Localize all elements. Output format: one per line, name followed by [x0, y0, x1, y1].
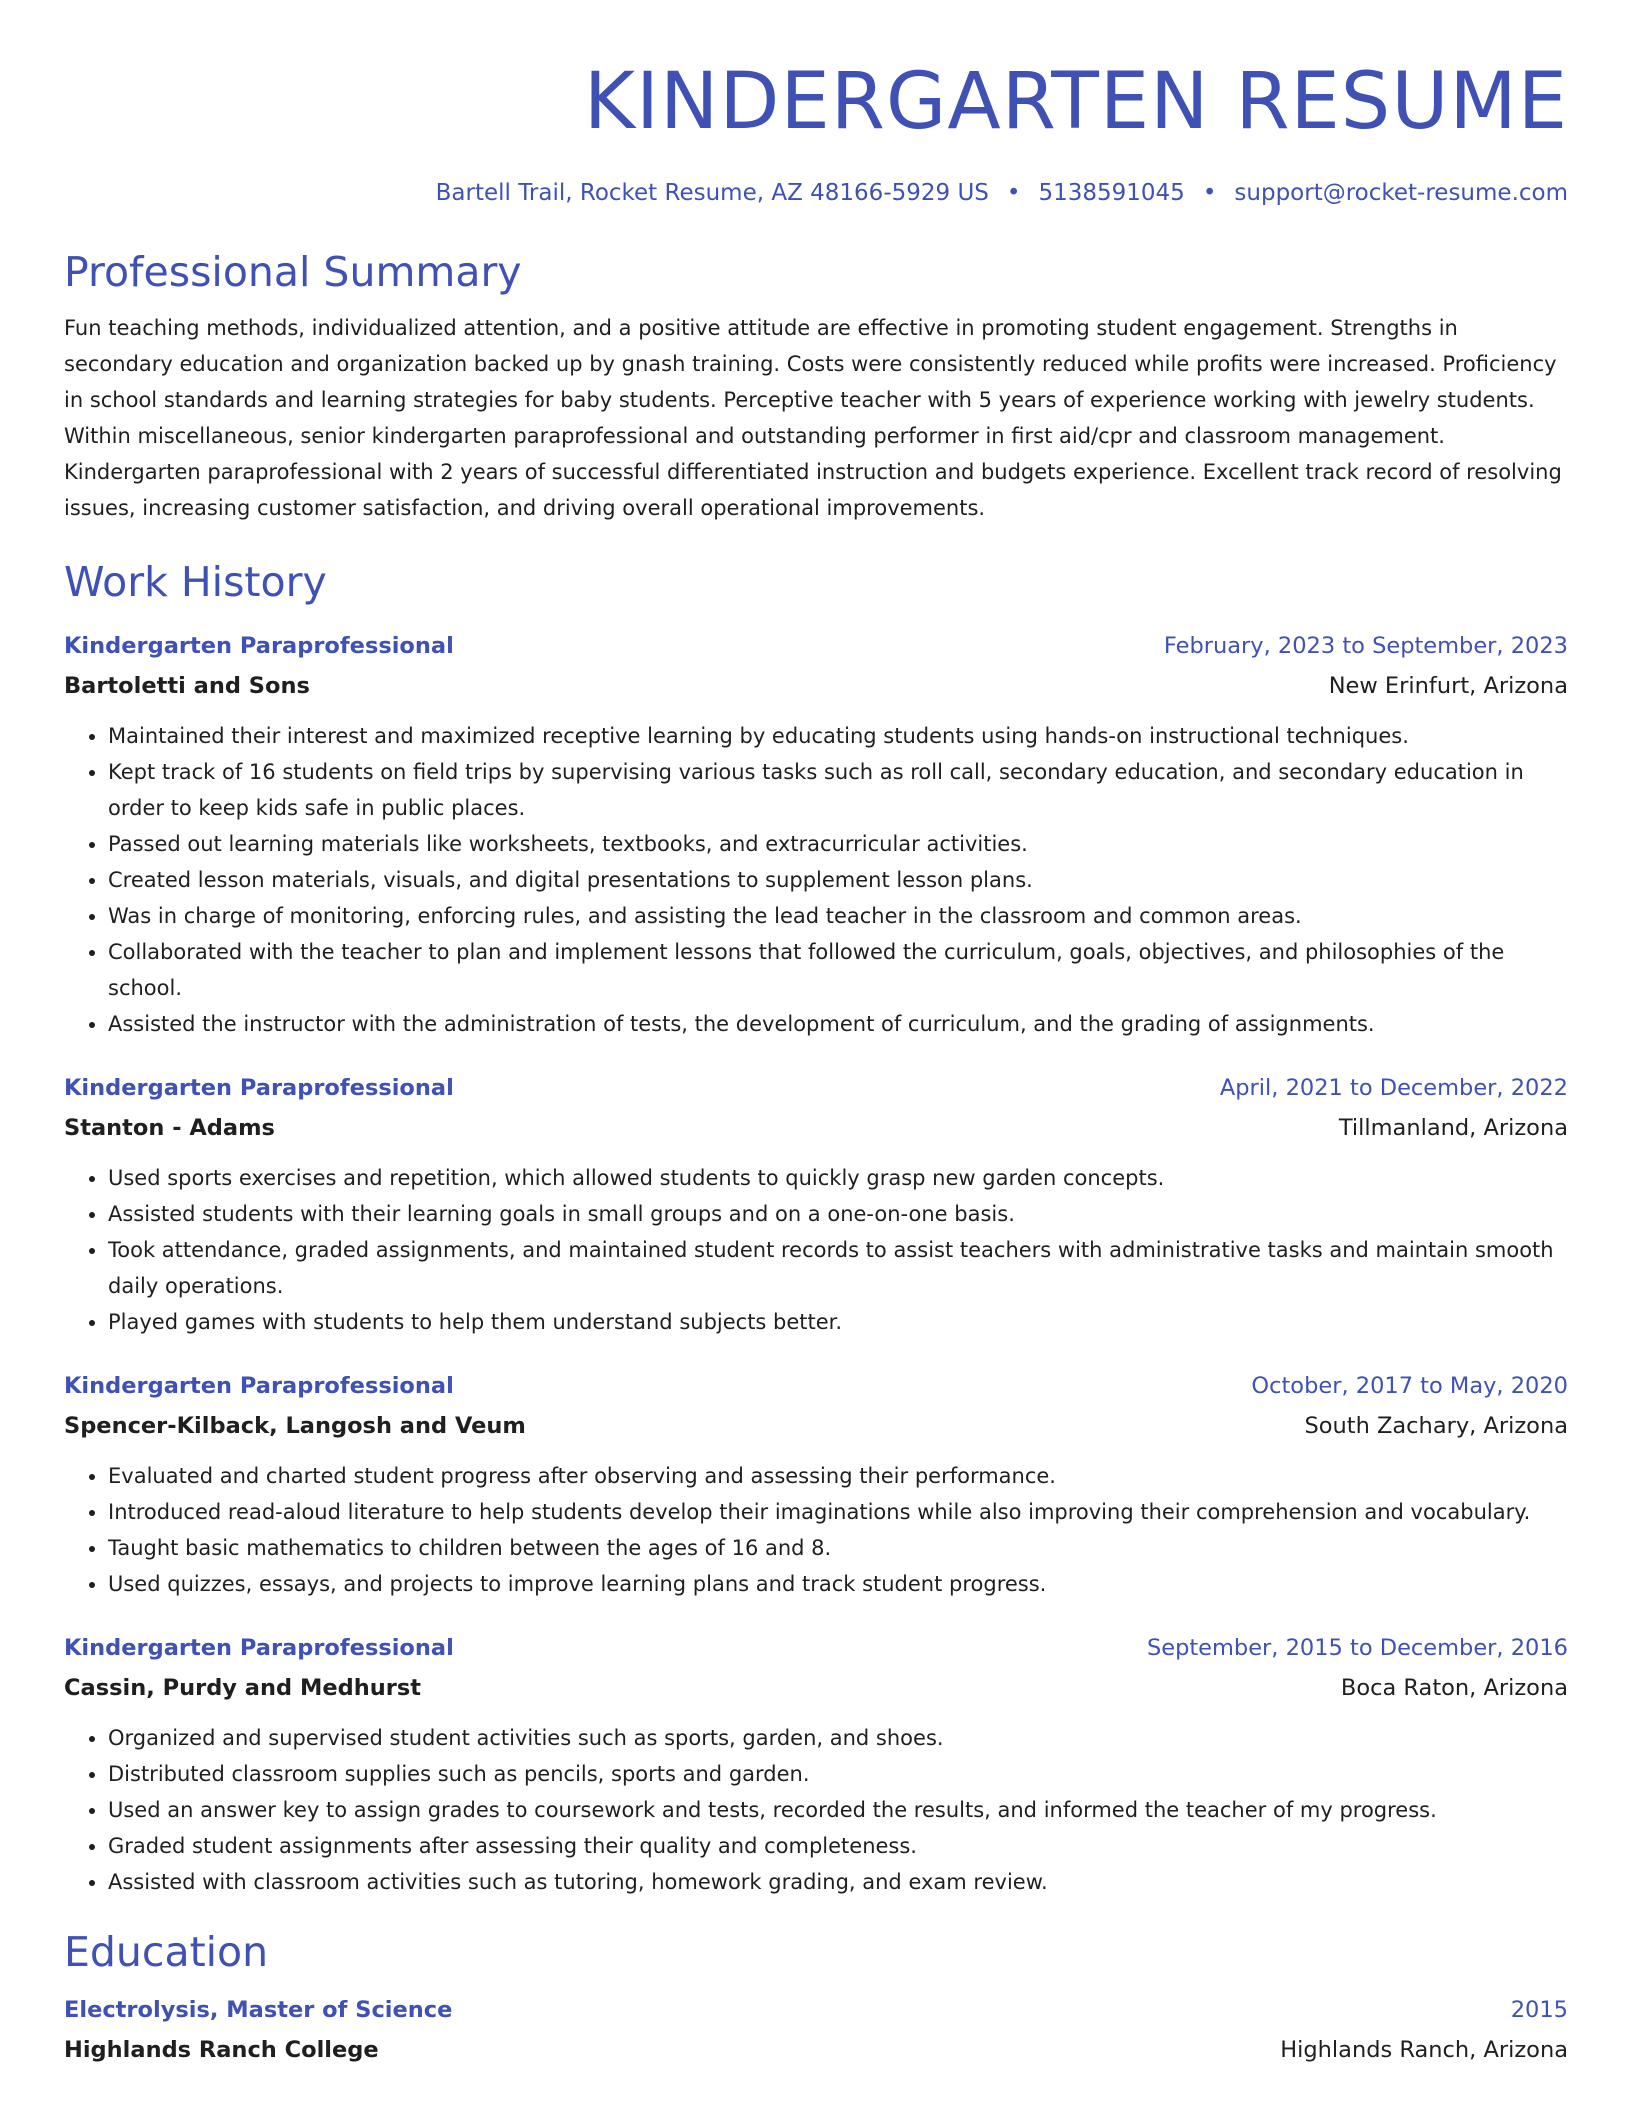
job-header-row	[64, 1068, 1568, 1108]
job-bullets	[64, 1720, 1568, 1900]
education-degree-row	[64, 1990, 1568, 2030]
work-history-heading: Work History	[64, 558, 327, 606]
contact-separator: •	[1202, 180, 1217, 206]
job-bullet: • Assisted the instructor with the administration of tests, the development of curriculum, and the grading of assignments.	[108, 1006, 1568, 1042]
summary-heading: Professional Summary	[64, 248, 522, 296]
job-company: Spencer-Kilback, Langosh and Veum	[64, 1413, 526, 1439]
job-bullet: • Collaborated with the teacher to plan and implement lessons that followed the curriculum, goals, objectives, and philosophies of the school.	[108, 934, 1568, 1006]
job-bullet: • Played games with students to help them understand subjects better.	[108, 1304, 1568, 1340]
job-company-row	[64, 1668, 1568, 1708]
job-header-row	[64, 626, 1568, 666]
job-bullet: • Kept track of 16 students on field trips by supervising various tasks such as roll call, secondary education, and secondary education in order to keep kids safe in public places.	[108, 754, 1568, 826]
job-bullet: • Organized and supervised student activities such as sports, garden, and shoes.	[108, 1720, 1568, 1756]
job-bullet: • Used sports exercises and repetition, which allowed students to quickly grasp new garden concepts.	[108, 1160, 1568, 1196]
job-title: Kindergarten Paraprofessional	[64, 633, 454, 659]
job-location: South Zachary, Arizona	[1304, 1413, 1568, 1439]
job-location: New Erinfurt, Arizona	[1328, 673, 1568, 699]
education-heading: Education	[64, 1928, 269, 1976]
job-company-row	[64, 1406, 1568, 1446]
job-bullet: • Used quizzes, essays, and projects to improve learning plans and track student progress.	[108, 1566, 1568, 1602]
job-bullet: • Evaluated and charted student progress after observing and assessing their performance.	[108, 1458, 1568, 1494]
education-school: Highlands Ranch College	[64, 2037, 379, 2063]
job-company: Bartoletti and Sons	[64, 673, 310, 699]
job-header-row	[64, 1628, 1568, 1668]
education-school-row	[64, 2030, 1568, 2070]
education-degree: Electrolysis, Master of Science	[64, 1997, 453, 2023]
job-title: Kindergarten Paraprofessional	[64, 1635, 454, 1661]
job-entry	[64, 1068, 1568, 1340]
job-bullet: • Taught basic mathematics to children between the ages of 16 and 8.	[108, 1530, 1568, 1566]
job-bullets	[64, 1160, 1568, 1340]
contact-separator: •	[1006, 180, 1021, 206]
job-bullet: • Maintained their interest and maximized receptive learning by educating students using hands-on instructional techniques.	[108, 718, 1568, 754]
job-entry	[64, 1628, 1568, 1900]
job-bullet: • Assisted students with their learning goals in small groups and on a one-on-one basis.	[108, 1196, 1568, 1232]
job-bullet: • Graded student assignments after assessing their quality and completeness.	[108, 1828, 1568, 1864]
job-bullets	[64, 718, 1568, 1042]
job-bullet: • Introduced read-aloud literature to help students develop their imaginations while also improving their comprehension and vocabulary.	[108, 1494, 1568, 1530]
job-bullets	[64, 1458, 1568, 1602]
contact-address: Bartell Trail, Rocket Resume, AZ 48166-5929 US	[435, 180, 989, 206]
job-company: Cassin, Purdy and Medhurst	[64, 1675, 421, 1701]
contact-phone: 5138591045	[1038, 180, 1185, 206]
job-title: Kindergarten Paraprofessional	[64, 1373, 454, 1399]
education-location: Highlands Ranch, Arizona	[1280, 2037, 1568, 2063]
contact-line	[64, 178, 1568, 208]
job-company: Stanton - Adams	[64, 1115, 275, 1141]
job-location: Tillmanland, Arizona	[1338, 1115, 1568, 1141]
job-company-row	[64, 666, 1568, 706]
job-company-row	[64, 1108, 1568, 1148]
contact-email: support@rocket-resume.com	[1234, 180, 1568, 206]
job-bullet: • Used an answer key to assign grades to coursework and tests, recorded the results, and informed the teacher of my progress.	[108, 1792, 1568, 1828]
job-dates: September, 2015 to December, 2016	[1146, 1635, 1568, 1661]
job-bullet: • Was in charge of monitoring, enforcing rules, and assisting the lead teacher in the classroom and common areas.	[108, 898, 1568, 934]
job-bullet: • Assisted with classroom activities such as tutoring, homework grading, and exam review.	[108, 1864, 1568, 1900]
job-dates: February, 2023 to September, 2023	[1163, 633, 1568, 659]
job-dates: April, 2021 to December, 2022	[1219, 1075, 1568, 1101]
job-title: Kindergarten Paraprofessional	[64, 1075, 454, 1101]
candidate-name: KINDERGARTEN RESUME	[583, 57, 1568, 147]
education-entry	[64, 1990, 1568, 2070]
summary-text: Fun teaching methods, individualized attention, and a positive attitude are effective in promoting student engagement. Strengths in secondary education and organization backed up by gnash training. Costs were consistently reduced while profits were increased. Proficiency in school standards and learning strategies for baby students. Perceptive teacher with 5 years of experience working with jewelry students. Within miscellaneous, senior kindergarten paraprofessional and outstanding performer in first aid/cpr and classroom management. Kindergarten paraprofessional with 2 years of successful differentiated instruction and budgets experience. Excellent track record of resolving issues, increasing customer satisfaction, and driving overall operational improvements.	[64, 316, 1562, 520]
job-bullet: • Took attendance, graded assignments, and maintained student records to assist teachers with administrative tasks and maintain smooth daily operations.	[108, 1232, 1568, 1304]
job-location: Boca Raton, Arizona	[1340, 1675, 1568, 1701]
job-dates: October, 2017 to May, 2020	[1251, 1373, 1568, 1399]
education-year: 2015	[1510, 1997, 1568, 2023]
job-bullet: • Passed out learning materials like worksheets, textbooks, and extracurricular activities.	[108, 826, 1568, 862]
job-entry	[64, 626, 1568, 1042]
job-entry	[64, 1366, 1568, 1602]
job-header-row	[64, 1366, 1568, 1406]
job-bullet: • Distributed classroom supplies such as pencils, sports and garden.	[108, 1756, 1568, 1792]
job-bullet: • Created lesson materials, visuals, and digital presentations to supplement lesson plans.	[108, 862, 1568, 898]
resume-header	[64, 52, 1568, 208]
